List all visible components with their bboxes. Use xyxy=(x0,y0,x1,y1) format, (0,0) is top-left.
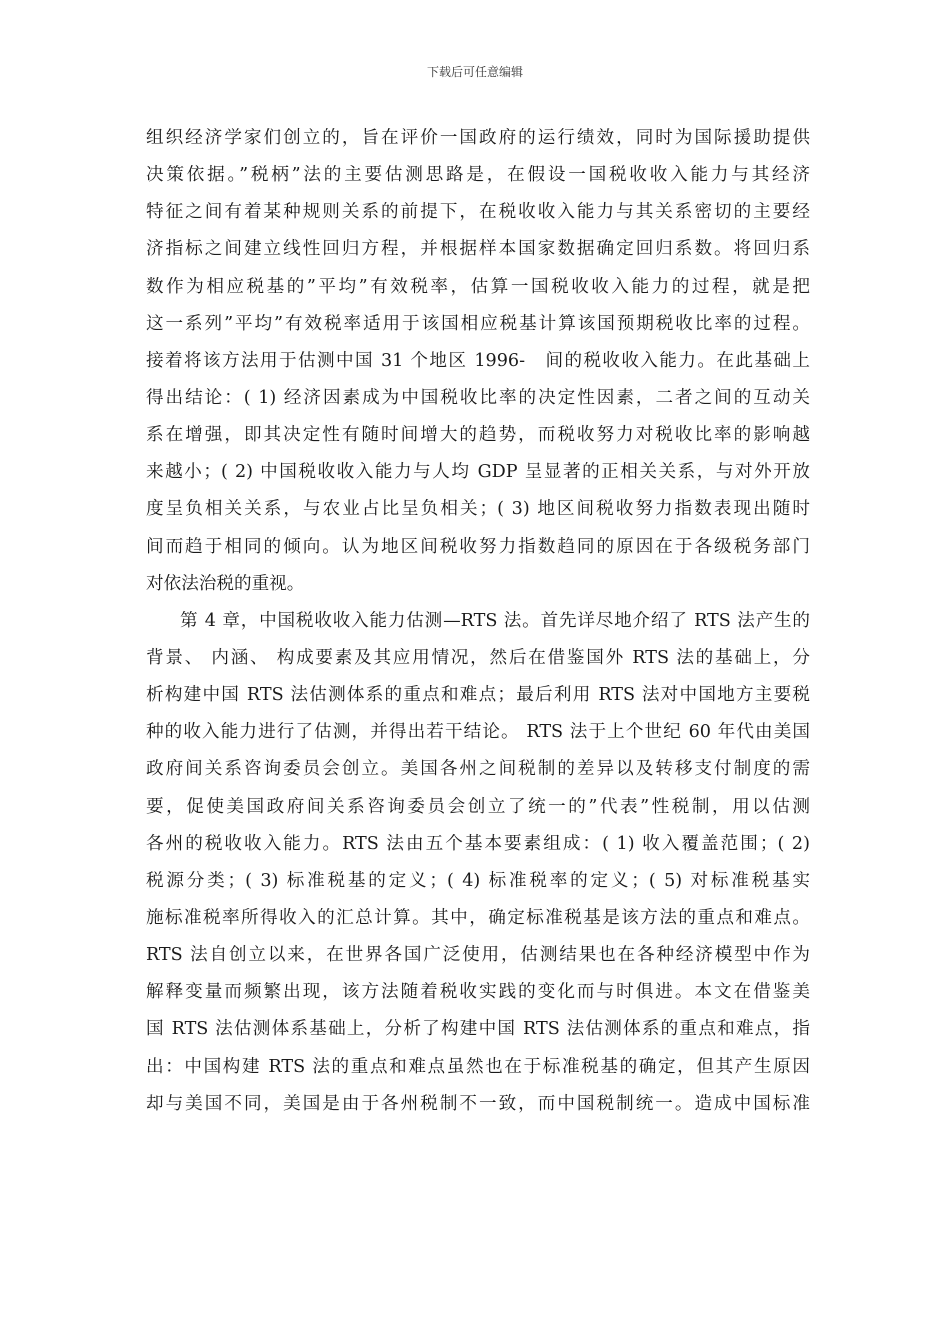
text-line: 得出结论：( 1) 经济因素成为中国税收比率的决定性因素，二者之间的互动关 xyxy=(146,387,810,408)
text-line: 却与美国不同，美国是由于各州税制不一致，而中国税制统一。造成中国标准 xyxy=(146,1093,810,1114)
text-line: 解释变量而频繁出现，该方法随着税收实践的变化而与时俱进。本文在借鉴美 xyxy=(146,982,810,1003)
text-line: 国 RTS 法估测体系基础上，分析了构建中国 RTS 法估测体系的重点和难点，指 xyxy=(146,1019,810,1040)
text-line: 度呈负相关关系，与农业占比呈负相关；( 3) 地区间税收努力指数表现出随时 xyxy=(146,499,810,520)
body-text xyxy=(146,120,810,1123)
text-line: 特征之间有着某种规则关系的前提下，在税收收入能力与其关系密切的主要经 xyxy=(146,202,810,223)
text-line: 接着将该方法用于估测中国 31 个地区 1996- 间的税收收入能力。在此基础上 xyxy=(146,350,810,371)
text-line: 各州的税收收入能力。RTS 法由五个基本要素组成：( 1) 收入覆盖范围；( 2) xyxy=(146,833,810,854)
text-line: 税源分类；( 3) 标准税基的定义；( 4) 标准税率的定义；( 5) 对标准税基实 xyxy=(146,870,810,891)
text-line: 间而趋于相同的倾向。认为地区间税收努力指数趋同的原因在于各级税务部门 xyxy=(146,536,810,557)
text-line: 这一系列”平均”有效税率适用于该国相应税基计算该国预期税收比率的过程。 xyxy=(146,313,810,334)
text-line: 施标准税率所得收入的汇总计算。其中，确定标准税基是该方法的重点和难点。 xyxy=(146,907,810,928)
text-line: 决策依据。”税柄”法的主要估测思路是，在假设一国税收收入能力与其经济 xyxy=(146,165,810,186)
paragraph-first-line: 第 4 章，中国税收收入能力估测—RTS 法。首先详尽地介绍了 RTS 法产生的 xyxy=(180,610,810,631)
text-line: 种的收入能力进行了估测，并得出若干结论。 RTS 法于上个世纪 60 年代由美国 xyxy=(146,722,810,743)
text-line: RTS 法自创立以来，在世界各国广泛使用，估测结果也在各种经济模型中作为 xyxy=(146,945,810,966)
text-line: 数作为相应税基的”平均”有效税率，估算一国税收收入能力的过程，就是把 xyxy=(146,276,810,297)
text-line: 析构建中国 RTS 法估测体系的重点和难点；最后利用 RTS 法对中国地方主要税 xyxy=(146,685,810,706)
text-line: 背景、 内涵、 构成要素及其应用情况，然后在借鉴国外 RTS 法的基础上，分 xyxy=(146,647,810,668)
text-line: 组织经济学家们创立的，旨在评价一国政府的运行绩效，同时为国际援助提供 xyxy=(146,128,810,148)
text-line: 要，促使美国政府间关系咨询委员会创立了统一的”代表”性税制，用以估测 xyxy=(146,796,810,817)
text-line: 对依法治税的重视。 xyxy=(146,573,305,594)
text-line: 济指标之间建立线性回归方程，并根据样本国家数据确定回归系数。将回归系 xyxy=(146,239,810,260)
text-line: 政府间关系咨询委员会创立。美国各州之间税制的差异以及转移支付制度的需 xyxy=(146,759,810,780)
text-line: 出：中国构建 RTS 法的重点和难点虽然也在于标准税基的确定，但其产生原因 xyxy=(146,1056,810,1077)
text-line: 系在增强，即其决定性有随时间增大的趋势，而税收努力对税收比率的影响越 xyxy=(146,425,810,446)
page-header: 下载后可任意编辑 xyxy=(426,65,523,79)
text-line: 来越小；( 2) 中国税收收入能力与人均 GDP 呈显著的正相关关系，与对外开放 xyxy=(146,462,810,483)
